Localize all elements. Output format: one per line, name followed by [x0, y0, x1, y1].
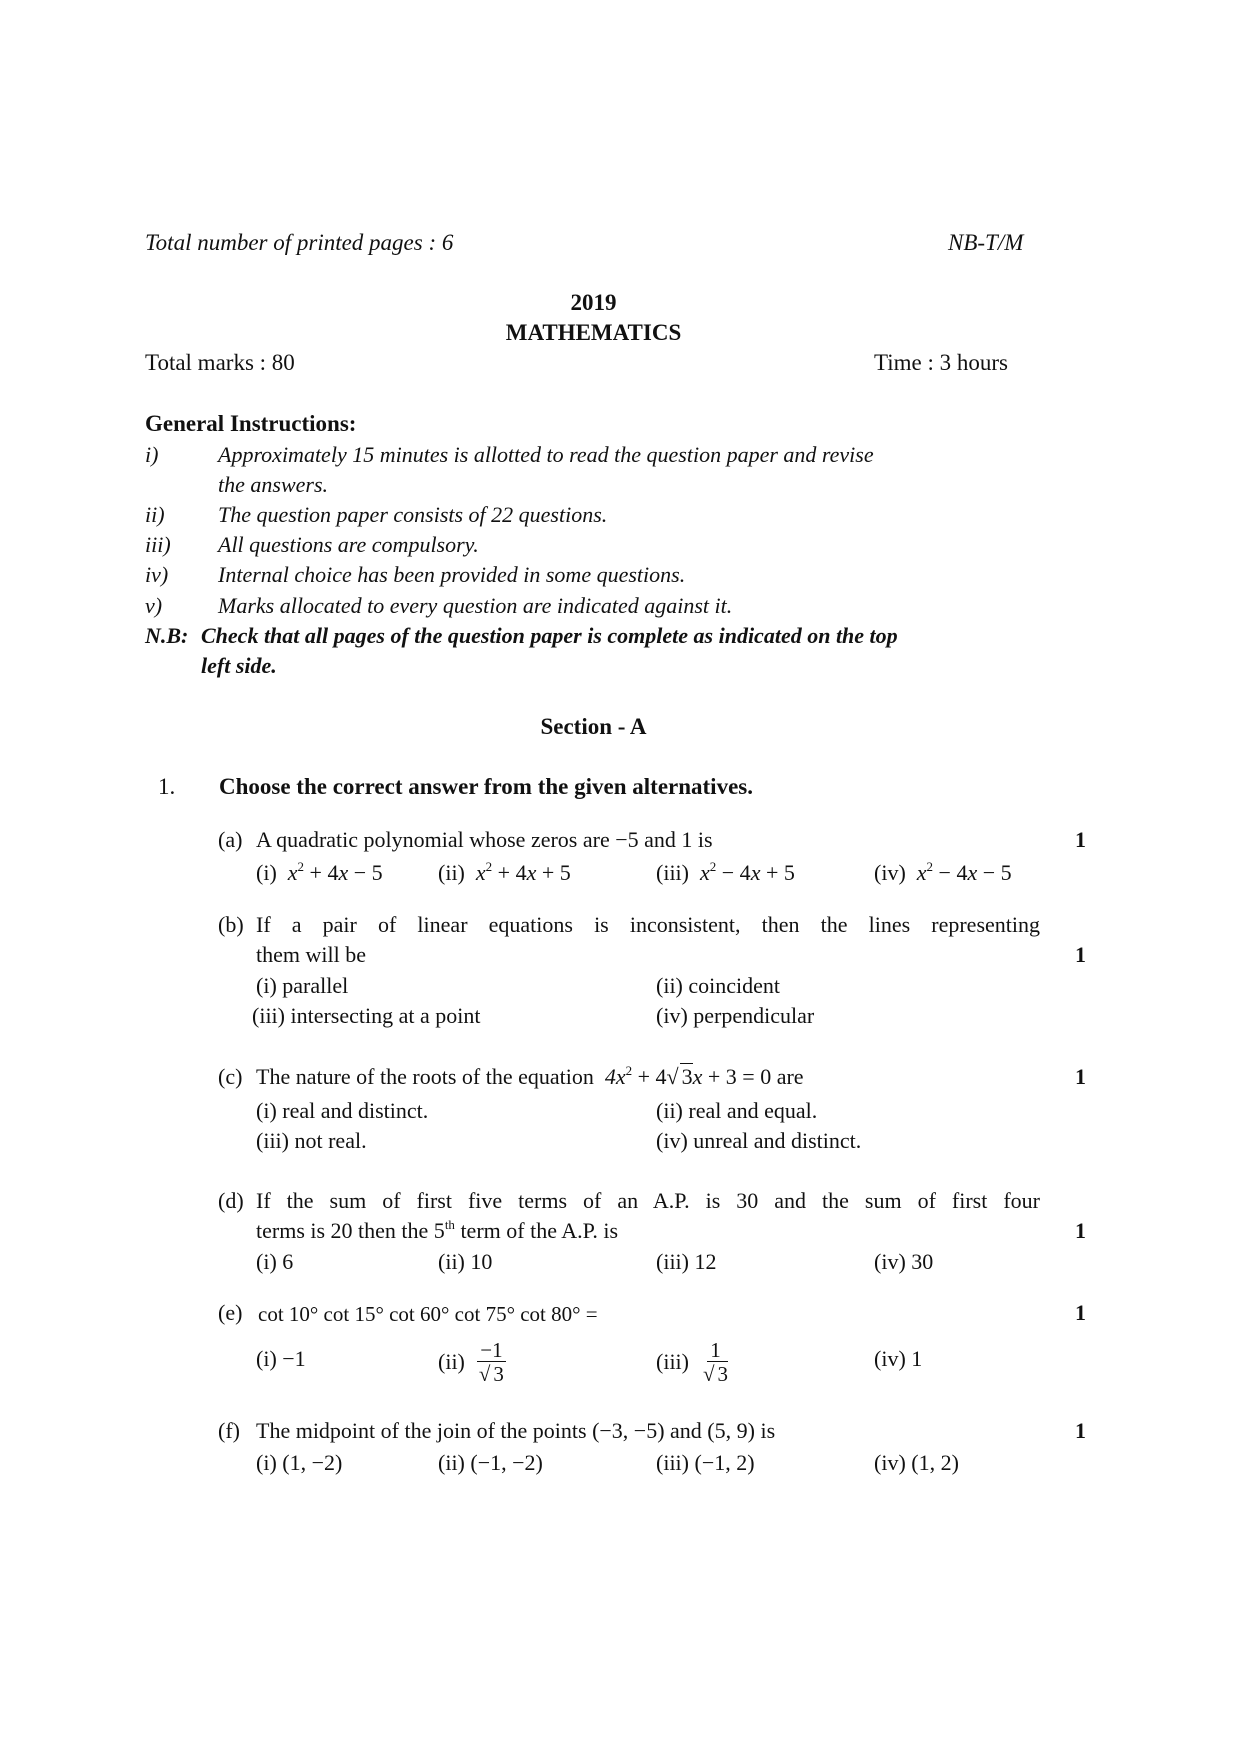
marks: 1	[1075, 1418, 1086, 1443]
option: (iii) not real.	[256, 1128, 367, 1153]
nb-label: N.B:	[145, 623, 189, 648]
subquestion-text: If a pair of linear equations is inconsistent, then the lines representing	[256, 912, 1040, 937]
option	[874, 1346, 922, 1372]
option	[438, 1326, 507, 1398]
exam-time: Time : 3 hours	[874, 350, 1008, 375]
subquestion-text-lead: The nature of the roots of the equation	[256, 1064, 594, 1089]
option: (iii) intersecting at a point	[252, 1003, 481, 1028]
subquestion-text-tail: are	[776, 1064, 804, 1089]
subquestion-text: A quadratic polynomial whose zeros are −5 and 1 is	[256, 827, 713, 852]
subquestion-text-continued: them will be	[256, 942, 366, 967]
option-fraction: $\frac{1}{√ 3}$	[703, 1337, 729, 1386]
instruction-number: iv)	[145, 562, 169, 587]
subquestion-label: (f)	[218, 1418, 240, 1443]
option-label: (ii)	[438, 1349, 465, 1374]
option-label: (iv)	[874, 1346, 906, 1371]
option	[256, 860, 383, 886]
option-expression: $x^2 + 4x + 5$	[475, 859, 571, 885]
instruction-number: ii)	[145, 502, 165, 527]
total-marks: Total marks : 80	[145, 350, 295, 375]
option	[656, 1326, 731, 1398]
printed-pages-note: Total number of printed pages : 6	[145, 230, 454, 255]
option: (ii) coincident	[656, 973, 781, 998]
option-expression: $x^2 - 4x - 5$	[916, 859, 1012, 885]
instruction-text: All questions are compulsory.	[218, 532, 479, 557]
option: (iii) (−1, 2)	[656, 1450, 755, 1475]
option: (i) (1, −2)	[256, 1450, 343, 1475]
option: (iv) (1, 2)	[874, 1450, 959, 1475]
question-number: 1.	[158, 774, 176, 799]
subquestion-text: The midpoint of the join of the points (−3, −5) and (5, 9) is	[256, 1418, 776, 1443]
option-value: −1	[282, 1346, 306, 1371]
instruction-number: iii)	[145, 532, 171, 557]
marks: 1	[1075, 827, 1086, 852]
instruction-text: Internal choice has been provided in some questions.	[218, 562, 686, 587]
option	[874, 860, 1012, 886]
instruction-text: The question paper consists of 22 questions.	[218, 502, 608, 527]
option-expression: $x^2 - 4x + 5$	[700, 859, 795, 885]
option	[256, 1346, 306, 1372]
option: (i) 6	[256, 1249, 294, 1274]
subquestion-text: If the sum of first five terms of an A.P. is 30 and the sum of first four	[256, 1188, 1040, 1213]
subquestion-label: (e)	[218, 1300, 243, 1325]
option-value: 1	[911, 1346, 923, 1371]
option: (i) real and distinct.	[256, 1098, 429, 1123]
question-instruction: Choose the correct answer from the given alternatives.	[219, 774, 753, 799]
exam-subject: MATHEMATICS	[505, 320, 682, 345]
option-fraction: $\frac{-1}{√ 3}$	[478, 1337, 504, 1386]
subquestion-text	[256, 1064, 804, 1090]
option: (ii) (−1, −2)	[438, 1450, 543, 1475]
instruction-text-continued: the answers.	[218, 472, 328, 497]
option: (iv) perpendicular	[656, 1003, 815, 1028]
option-label: (i)	[256, 1346, 277, 1371]
subquestion-text-continued: terms is 20 then the 5th term of the A.P. is	[256, 1217, 619, 1243]
option	[656, 860, 795, 886]
instruction-number: v)	[145, 593, 163, 618]
nb-text: Check that all pages of the question paper is complete as indicated on the top	[201, 623, 898, 648]
instruction-text: Marks allocated to every question are indicated against it.	[218, 593, 733, 618]
marks: 1	[1075, 1064, 1086, 1089]
section-title: Section - A	[540, 714, 647, 739]
option	[438, 860, 571, 886]
subquestion-label: (c)	[218, 1064, 243, 1089]
option: (ii) real and equal.	[656, 1098, 818, 1123]
exam-year: 2019	[570, 290, 617, 315]
subquestion-expression: cot 10° cot 15° cot 60° cot 75° cot 80° =	[258, 1302, 598, 1326]
instruction-text: Approximately 15 minutes is allotted to read the question paper and revise	[218, 442, 874, 467]
subquestion-label: (d)	[218, 1188, 244, 1213]
option: (i) parallel	[256, 973, 349, 998]
option: (ii) 10	[438, 1249, 493, 1274]
paper-code: NB-T/M	[948, 230, 1024, 255]
option-label: (i)	[256, 860, 277, 885]
equation: $4x^2 + 4√$ 3x + 3 = 0	[599, 1063, 772, 1089]
instructions-heading: General Instructions:	[145, 411, 357, 436]
option-label: (iii)	[656, 860, 689, 885]
option: (iii) 12	[656, 1249, 717, 1274]
marks: 1	[1075, 1218, 1086, 1243]
option-label: (iv)	[874, 860, 906, 885]
nb-text-continued: left side.	[201, 653, 277, 678]
option-expression: $x^2 + 4x - 5$	[287, 859, 383, 885]
option-label: (ii)	[438, 860, 465, 885]
instruction-number: i)	[145, 442, 159, 467]
option: (iv) unreal and distinct.	[656, 1128, 862, 1153]
option: (iv) 30	[874, 1249, 934, 1274]
option-label: (iii)	[656, 1349, 689, 1374]
subquestion-label: (b)	[218, 912, 244, 937]
marks: 1	[1075, 942, 1086, 967]
marks: 1	[1075, 1300, 1086, 1325]
subquestion-label: (a)	[218, 827, 243, 852]
